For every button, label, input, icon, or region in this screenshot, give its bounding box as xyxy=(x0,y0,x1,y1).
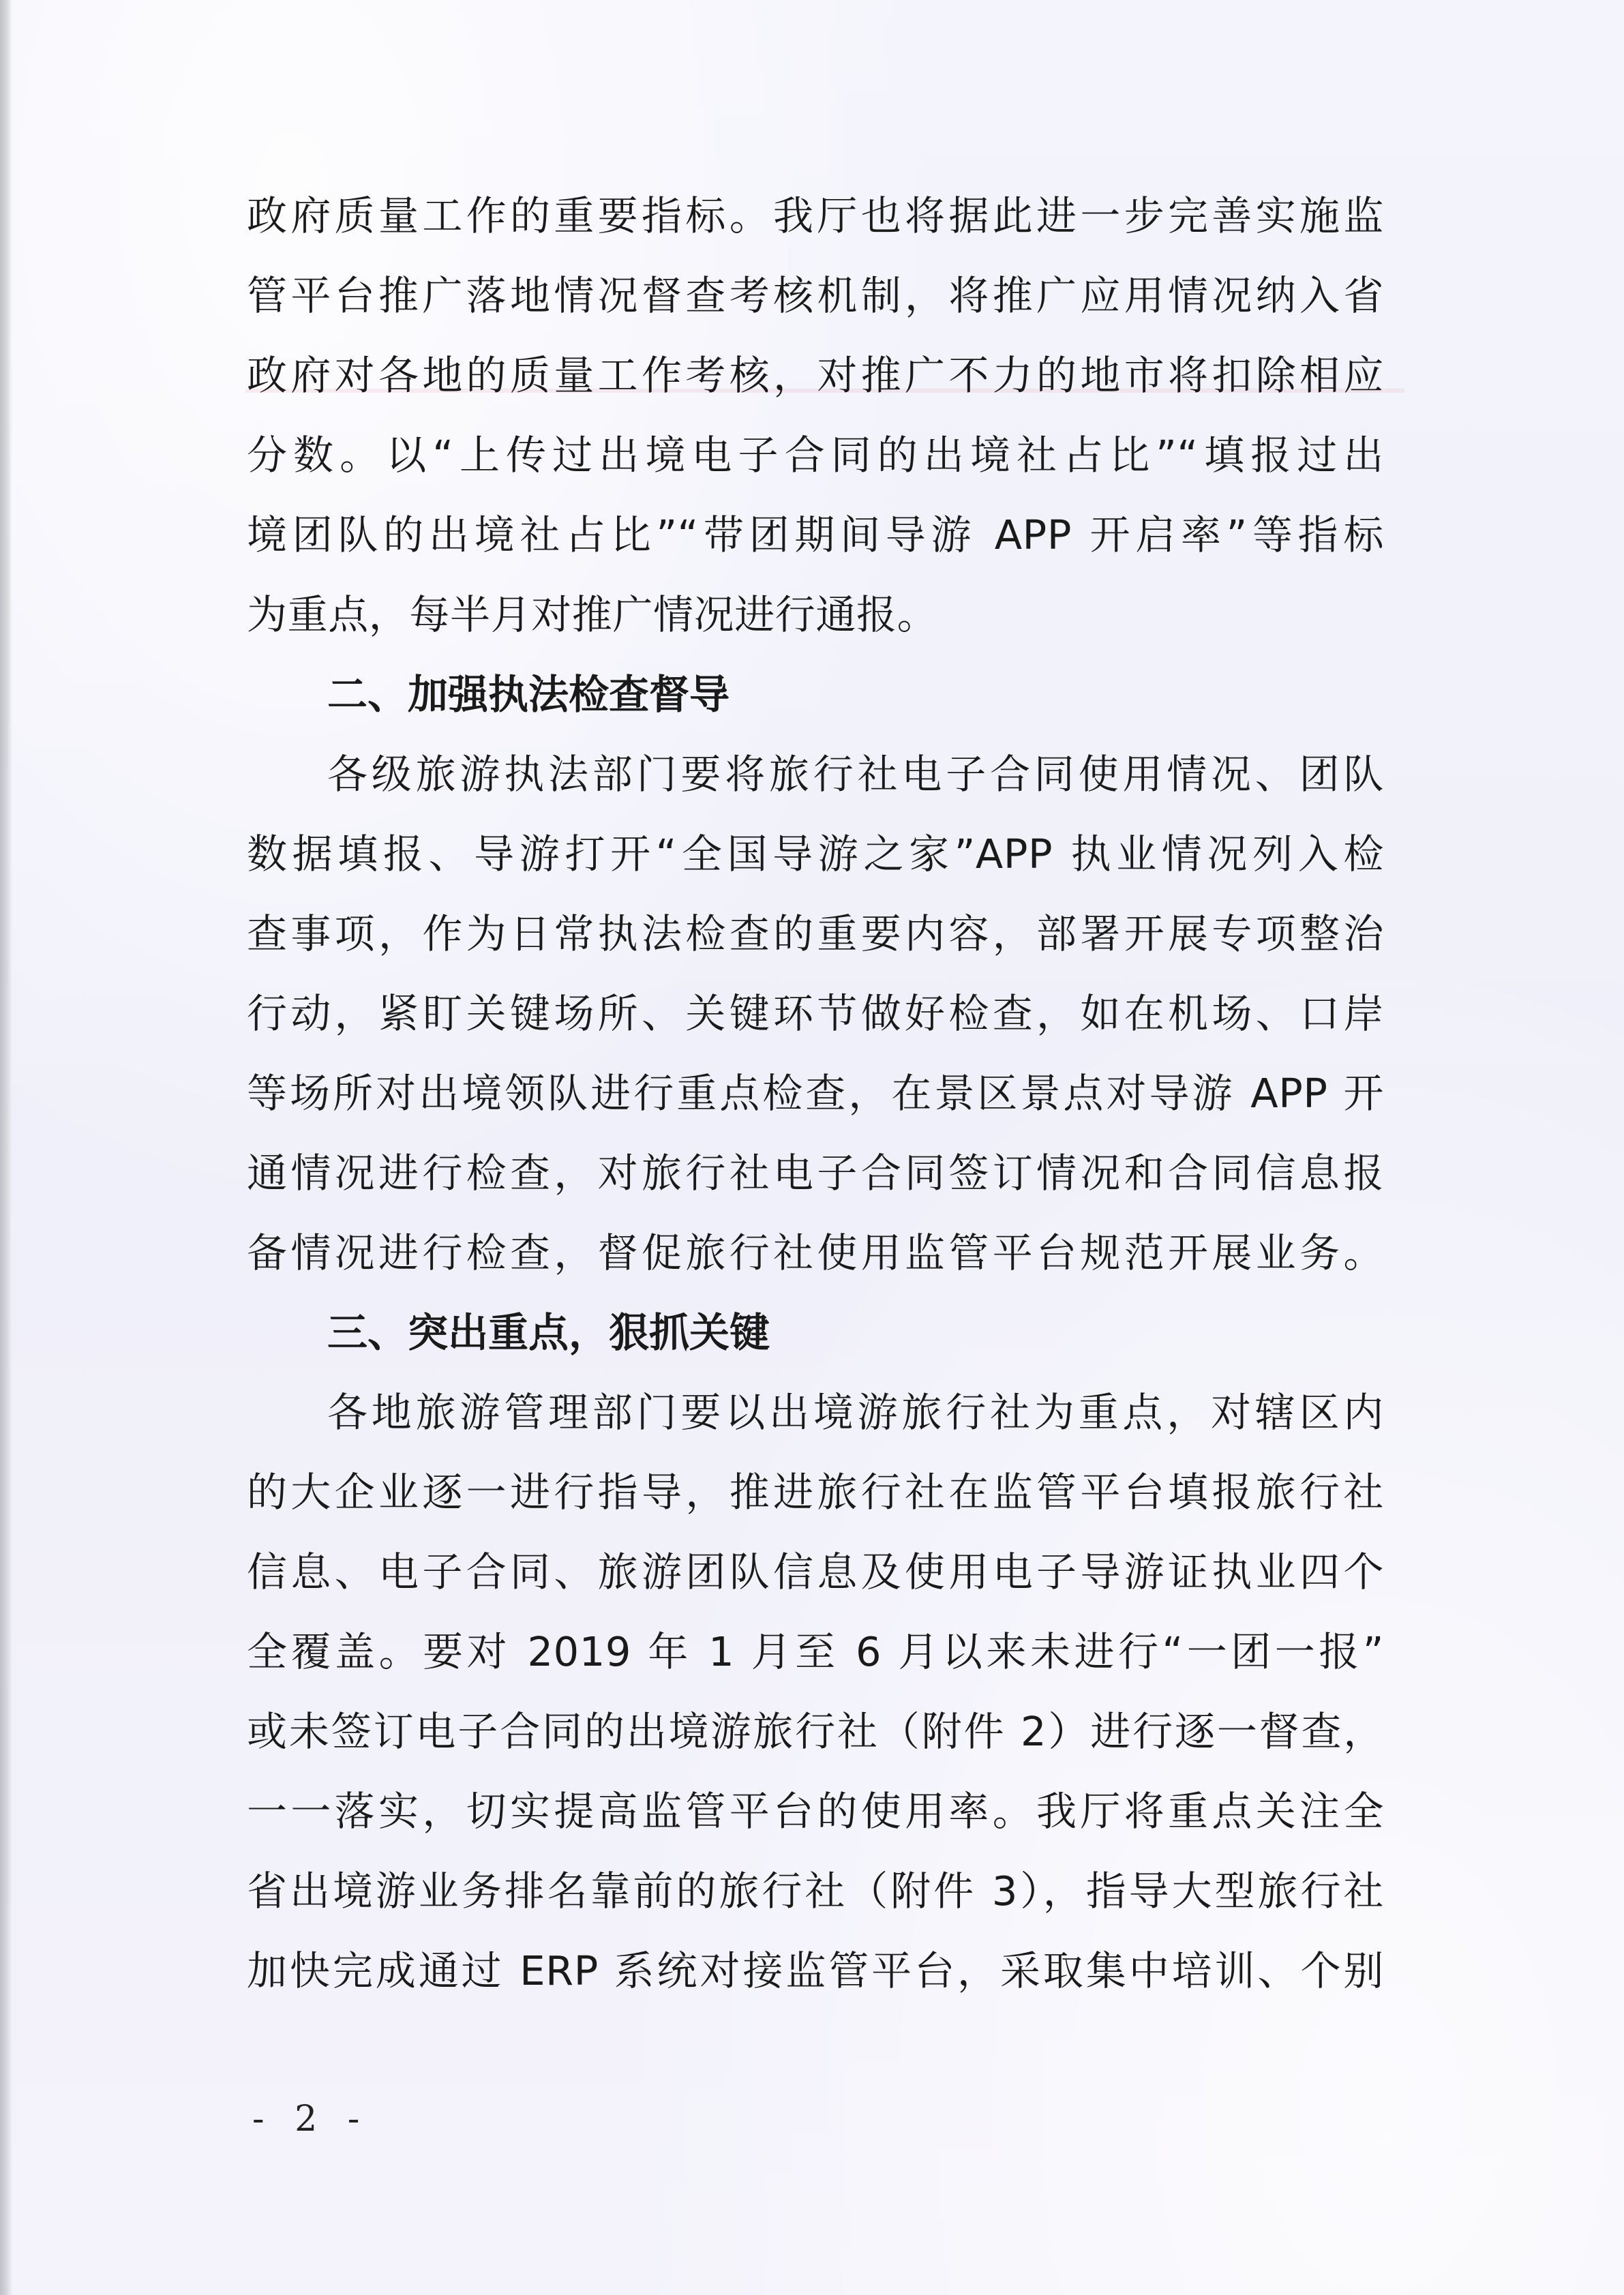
text-line: 备情况进行检查，督促旅行社使用监管平台规范开展业务。 xyxy=(247,1229,1384,1276)
text-line: 通情况进行检查，对旅行社电子合同签订情况和合同信息报 xyxy=(247,1150,1384,1197)
text-line: 各级旅游执法部门要将旅行社电子合同使用情况、团队 xyxy=(327,751,1384,798)
text-line: 加快完成通过 ERP 系统对接监管平台，采取集中培训、个别 xyxy=(247,1947,1384,1994)
text-line: 各地旅游管理部门要以出境游旅行社为重点，对辖区内 xyxy=(327,1389,1384,1436)
text-line: 或未签订电子合同的出境游旅行社（附件 2）进行逐一督查， xyxy=(247,1708,1384,1755)
text-line: 全覆盖。要对 2019 年 1 月至 6 月以来未进行“一团一报” xyxy=(247,1628,1384,1675)
text-line: 行动，紧盯关键场所、关键环节做好检查，如在机场、口岸 xyxy=(247,990,1384,1037)
paragraph-1 xyxy=(247,176,1384,655)
text-line: 境团队的出境社占比”“带团期间导游 APP 开启率”等指标 xyxy=(247,511,1384,558)
text-line: 政府对各地的质量工作考核，对推广不力的地市将扣除相应 xyxy=(247,352,1384,399)
text-line: 的大企业逐一进行指导，推进旅行社在监管平台填报旅行社 xyxy=(247,1469,1384,1516)
text-line: 一一落实，切实提高监管平台的使用率。我厅将重点关注全 xyxy=(247,1788,1384,1835)
section-heading: 二、加强执法检查督导 xyxy=(327,671,730,718)
section-3 xyxy=(247,1293,1384,2011)
text-line: 管平台推广落地情况督查考核机制，将推广应用情况纳入省 xyxy=(247,272,1384,319)
text-line: 数据填报、导游打开“全国导游之家”APP 执业情况列入检 xyxy=(247,830,1384,877)
text-line: 查事项，作为日常执法检查的重要内容，部署开展专项整治 xyxy=(247,910,1384,957)
text-line: 信息、电子合同、旅游团队信息及使用电子导游证执业四个 xyxy=(247,1548,1384,1595)
section-2 xyxy=(247,655,1384,1293)
text-line: 省出境游业务排名靠前的旅行社（附件 3），指导大型旅行社 xyxy=(247,1867,1384,1915)
scan-left-edge xyxy=(0,0,12,2295)
text-line: 为重点，每半月对推广情况进行通报。 xyxy=(247,591,938,638)
text-line: 政府质量工作的重要指标。我厅也将据此进一步完善实施监 xyxy=(247,192,1384,239)
text-line: 等场所对出境领队进行重点检查，在景区景点对导游 APP 开 xyxy=(247,1070,1384,1117)
section-heading: 三、突出重点，狠抓关键 xyxy=(327,1309,770,1356)
text-line: 分数。以“上传过出境电子合同的出境社占比”“填报过出 xyxy=(247,432,1384,479)
page-number: - 2 - xyxy=(252,2099,370,2140)
document-body xyxy=(247,176,1384,2011)
